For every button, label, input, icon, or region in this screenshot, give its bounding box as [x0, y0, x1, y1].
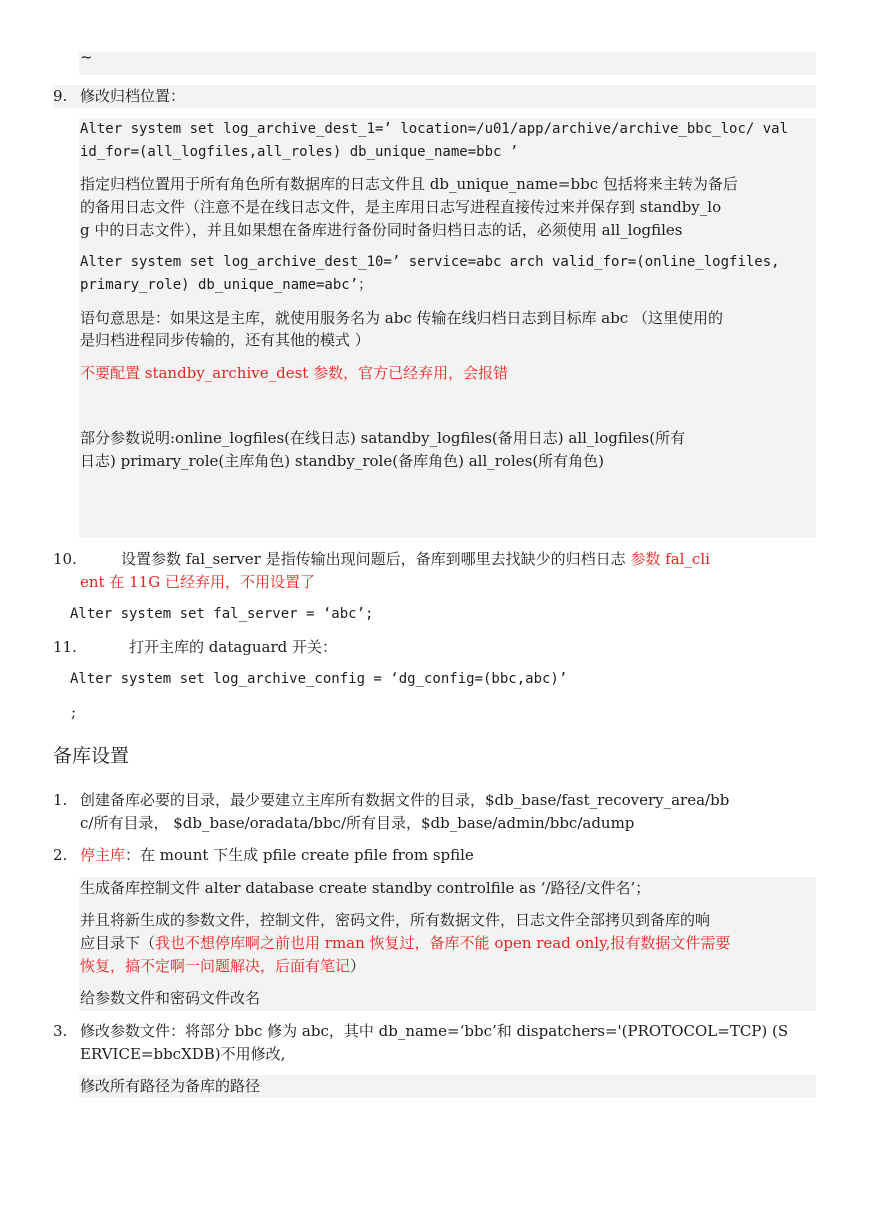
- s9-desc1-line2: 的备用日志文件（注意不是在线日志文件，是主库用日志写进程直接传过来并保存到 standby_lo: [80, 198, 722, 216]
- s11-number: 11.: [53, 638, 77, 656]
- s9-warning: 不要配置 standby_archive_dest 参数，官方已经弃用，会报错: [80, 364, 509, 382]
- b2-controlfile: 生成备库控制文件 alter database create standby controlfile as ‘/路径/文件名’；: [80, 879, 651, 897]
- s10-text-line1: [121, 549, 710, 570]
- b2-rest: ：在 mount 下生成 pfile create pfile from spfile: [125, 846, 474, 864]
- b3-line2: ERVICE=bbcXDB)不用修改,: [80, 1045, 286, 1063]
- s9-desc2-line2: 是归档进程同步传输的，还有其他的模式 ）: [80, 331, 370, 349]
- s10-number: 10.: [53, 550, 77, 568]
- s9-desc2-line1: 语句意思是：如果这是主库，就使用服务名为 abc 传输在线归档日志到目标库 abc （这里使用的: [80, 309, 723, 327]
- b2-line: [80, 845, 474, 866]
- s11-cmd: Alter system set log_archive_config = ‘dg_config=(bbc,abc)’: [70, 671, 568, 687]
- s9-cmd2-line2: primary_role) db_unique_name=abc’；: [80, 277, 373, 293]
- b2-copy-line3-suffix: ）: [350, 957, 366, 975]
- s10-cmd: Alter system set fal_server = ‘abc’;: [70, 606, 374, 622]
- b3-line1: 修改参数文件：将部分 bbc 修为 abc，其中 db_name=‘bbc’和 dispatchers='(PROTOCOL=TCP) (S: [80, 1022, 789, 1040]
- b2-red-label: 停主库: [80, 846, 126, 864]
- s11-semicolon: ;: [71, 703, 77, 721]
- s9-cmd1-line2: id_for=(all_logfiles,all_roles) db_unique_name=bbc ’: [80, 144, 519, 160]
- shaded-block-top: [79, 52, 816, 75]
- s9-desc1-line1: 指定归档位置用于所有角色所有数据库的日志文件且 db_unique_name=bbc 包括将来主转为备后: [80, 175, 738, 193]
- b2-copy-line2-note: 我也不想停库啊之前也用 rman 恢复过，备库不能 open read only,报有数据文件需要: [155, 934, 731, 952]
- s10-red-note: 参数 fal_cli: [630, 550, 710, 568]
- section-heading: 备库设置: [53, 745, 130, 767]
- b3-number: 3.: [53, 1022, 68, 1040]
- b1-line2: c/所有目录， $db_base/oradata/bbc/所有目录，$db_base/admin/bbc/adump: [80, 814, 635, 832]
- b3-paths: 修改所有路径为备库的路径: [80, 1077, 261, 1095]
- s9-desc1-line3: g 中的日志文件），并且如果想在备库进行备份同时备归档日志的话，必须使用 all_logfiles: [80, 221, 683, 239]
- b1-number: 1.: [53, 791, 68, 809]
- b2-copy-line2: [80, 933, 730, 954]
- s9-params-line2: 日志) primary_role(主库角色) standby_role(备库角色) all_roles(所有角色): [80, 452, 605, 470]
- s9-number: 9.: [53, 87, 68, 105]
- tilde-line: ~: [80, 48, 93, 66]
- s11-text: 打开主库的 dataguard 开关：: [129, 638, 338, 656]
- s9-cmd2-line1: Alter system set log_archive_dest_10=’ service=abc arch valid_for=(online_logfiles,: [80, 254, 780, 270]
- b1-line1: 创建备库必要的目录，最少要建立主库所有数据文件的目录，$db_base/fast_recovery_area/bb: [80, 791, 730, 809]
- s9-cmd1-line1: Alter system set log_archive_dest_1=’ location=/u01/app/archive/archive_bbc_loc/ val: [80, 121, 789, 137]
- s10-text: 设置参数 fal_server 是指传输出现问题后，备库到哪里去找缺少的归档日志: [121, 550, 631, 568]
- s9-params-line1: 部分参数说明:online_logfiles(在线日志) satandby_logfiles(备用日志) all_logfiles(所有: [80, 429, 686, 447]
- s9-title: 修改归档位置：: [80, 87, 186, 105]
- b2-number: 2.: [53, 846, 68, 864]
- b2-copy-line3-note: 恢复，搞不定啊一问题解决，后面有笔记: [80, 957, 351, 975]
- b2-copy-line2-prefix: 应目录下（: [80, 934, 156, 952]
- s10-red-note-line2: ent 在 11G 已经弃用，不用设置了: [80, 573, 315, 591]
- b2-rename: 给参数文件和密码文件改名: [80, 989, 261, 1007]
- b2-copy-line3: [80, 956, 365, 977]
- b2-copy-line1: 并且将新生成的参数文件，控制文件，密码文件，所有数据文件，日志文件全部拷贝到备库的响: [80, 911, 711, 929]
